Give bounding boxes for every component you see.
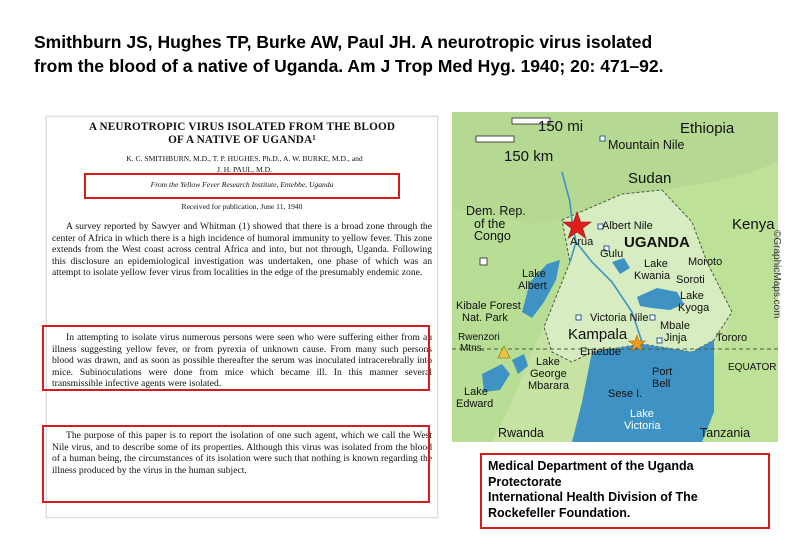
scale-150-mi: 150 mi	[538, 118, 584, 135]
label-drc-line-3: Congo	[474, 229, 511, 243]
label-rwenzori-1: Rwenzori	[458, 332, 500, 343]
institutions-box	[480, 453, 770, 529]
article-paragraph-1: A survey reported by Sawyer and Whitman (1) showed that there is a broad zone through the center of Africa in which there is a high incidence of humoral immunity to yellow fever. This zone extends from the West coast across central Africa and into, but not through, Uganda. Following this disclosure an epidemiological investigation was undertaken, one phase of which was an attempt to isolate yellow fever virus from localities in the edge of the presumably endemic zone.	[52, 221, 432, 279]
label-lake-victoria-1: Lake	[630, 408, 654, 420]
article-paragraph-3: The purpose of this paper is to report the isolation of one such agent, which we call the West Nile virus, and to describe some of its properties. Although this virus was isolated from the blood of a human being, the circumstances of its isolation were such that nothing is known regarding the illness produced by the virus in the human subject.	[52, 430, 432, 476]
label-lake-george-2: George	[530, 368, 567, 380]
label-lake-kyoga-2: Kyoga	[678, 302, 710, 314]
label-equator: EQUATOR	[728, 362, 777, 373]
label-moroto: Moroto	[688, 256, 723, 268]
label-lake-george-1: Lake	[536, 356, 560, 368]
article-title	[47, 121, 437, 147]
label-albert-nile: Albert Nile	[602, 220, 653, 232]
heading-line-2: from the blood of a native of Uganda. Am J Trop Med Hyg. 1940; 20: 471–92.	[34, 56, 664, 76]
label-jinja: Jinja	[664, 332, 687, 344]
label-gulu: Gulu	[600, 248, 624, 260]
label-ethiopia: Ethiopia	[680, 120, 735, 137]
label-kenya: Kenya	[732, 216, 775, 233]
label-rwanda: Rwanda	[498, 426, 544, 440]
label-port-bell-1: Port	[652, 366, 673, 378]
label-lake-albert-2: Albert	[518, 280, 547, 292]
label-sese-islands: Sese I.	[608, 388, 643, 400]
slide-heading	[34, 30, 794, 78]
label-tanzania: Tanzania	[700, 426, 751, 440]
label-rwenzori-2: Mtns.	[460, 343, 485, 354]
label-lake-edward-1: Lake	[464, 386, 488, 398]
label-lake-kwania-2: Kwania	[634, 270, 671, 282]
article-paragraph-2: In attempting to isolate virus numerous persons were seen who were suffering either from an illness suggesting yellow fever, or from pyrexia of unknown cause. From many such persons blood was drawn, and as soon as possible thereafter the serum was inoculated intracerebrally into mice. Subinoculations were done from mice which became ill. In this manner several transmissible infective agents were isolated.	[52, 332, 432, 390]
label-drc-line-2: of the	[474, 217, 506, 231]
label-drc-line-1: Dem. Rep.	[466, 204, 526, 218]
scale-150-km: 150 km	[504, 148, 554, 165]
label-kibale-1: Kibale Forest	[456, 300, 521, 312]
label-lake-kwania-1: Lake	[644, 258, 668, 270]
label-lake-kyoga-1: Lake	[680, 290, 704, 302]
city-marker-jinja	[657, 338, 662, 343]
scale-bar-bottom	[476, 136, 514, 142]
label-arua: Arua	[570, 236, 594, 248]
city-marker-mbale	[650, 315, 655, 320]
label-lake-victoria-2: Victoria	[624, 420, 661, 432]
institution-highlight-box	[84, 173, 400, 199]
label-mountain-nile: Mountain Nile	[608, 138, 685, 152]
article-authors-line-2: J. H. PAUL, M.D.	[217, 165, 272, 174]
article-authors	[57, 153, 432, 175]
kibale-forest-icon	[480, 258, 487, 265]
uganda-map	[452, 112, 782, 442]
institutions-line-4: Rockefeller Foundation.	[488, 505, 631, 520]
paragraph-2-highlight-box	[42, 325, 430, 391]
label-kampala: Kampala	[568, 326, 628, 343]
label-mbale: Mbale	[660, 320, 690, 332]
article-received-date: Received for publication, June 11, 1940	[181, 202, 303, 211]
article-authors-line-1: K. C. SMITHBURN, M.D., T. P. HUGHES, Ph.D., A. W. BURKE, M.D., and	[126, 154, 363, 163]
article-title-line-1: A NEUROTROPIC VIRUS ISOLATED FROM THE BLOOD	[88, 121, 396, 133]
label-uganda: UGANDA	[624, 234, 690, 251]
label-entebbe: Entebbe	[580, 346, 621, 358]
institutions-line-3: International Health Division of The	[488, 490, 698, 505]
institutions-line-1: Medical Department of the Uganda	[488, 459, 694, 473]
map-watermark: ©GraphicMaps.com	[771, 230, 782, 319]
label-lake-albert-1: Lake	[522, 268, 546, 280]
label-soroti: Soroti	[676, 274, 705, 286]
label-lake-edward-2: Edward	[456, 398, 494, 410]
article-institution: From the Yellow Fever Research Institute, Entebbe, Uganda	[150, 180, 334, 189]
label-port-bell-2: Bell	[652, 378, 671, 390]
city-marker-kampala	[576, 315, 581, 320]
label-sudan: Sudan	[628, 170, 672, 187]
heading-line-1: Smithburn JS, Hughes TP, Burke AW, Paul JH. A neurotropic virus isolated	[34, 32, 653, 52]
label-victoria-nile: Victoria Nile	[590, 312, 649, 324]
city-marker-mountain-nile	[600, 136, 605, 141]
institutions-line-2: Protectorate	[488, 474, 562, 489]
paragraph-3-highlight-box	[42, 425, 430, 503]
label-mbarara: Mbarara	[528, 380, 569, 392]
label-kibale-2: Nat. Park	[462, 312, 508, 324]
label-tororo: Tororo	[716, 332, 748, 344]
article-title-line-2: OF A NATIVE OF UGANDA¹	[168, 134, 316, 146]
